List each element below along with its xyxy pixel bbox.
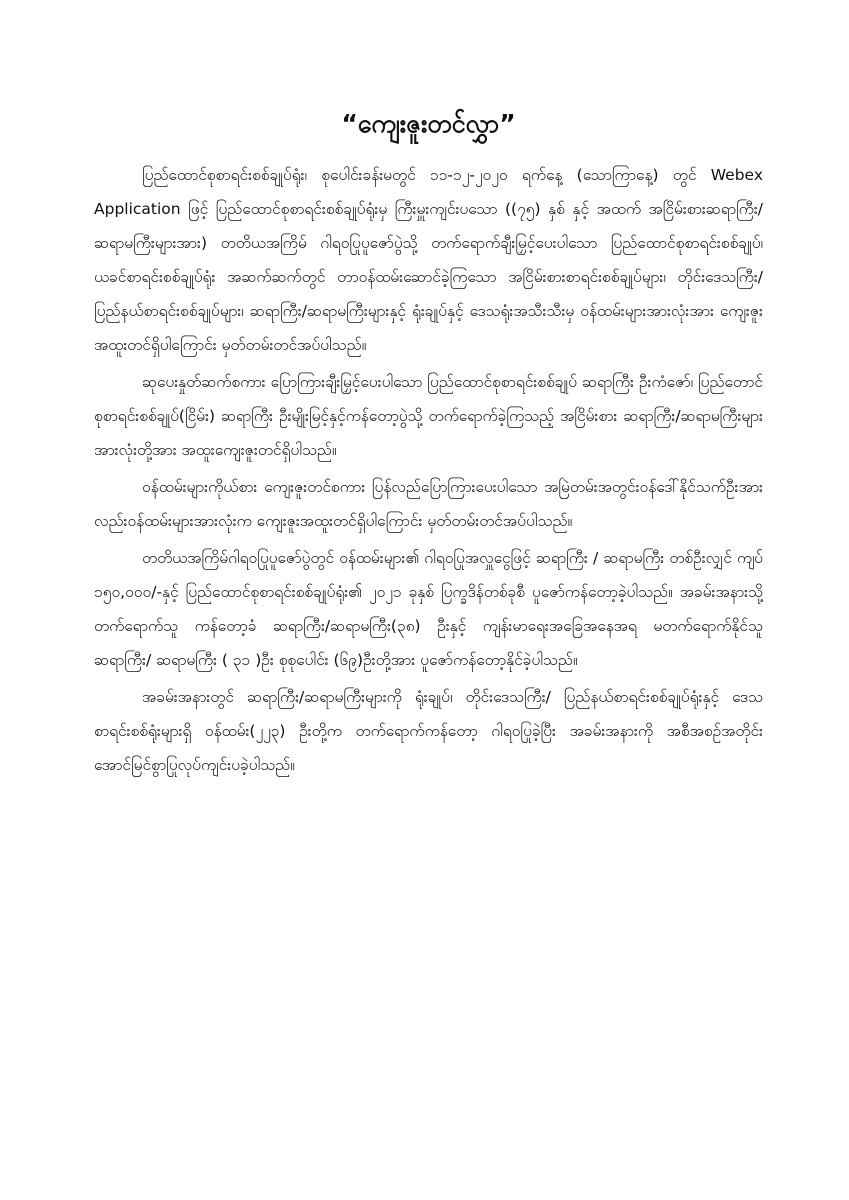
paragraph-1: ပြည်ထောင်စုစာရင်းစစ်ချုပ်ရုံး၊ စုပေါင်းခန်းမတွင် ၁၁-၁၂-၂၀၂၀ ရက်နေ့ (သောကြာနေ့) တွင် Webex Application ဖြင့် ပြည်ထောင်စုစာရင်းစစ်ချုပ်ရုံးမှ ကြီးမှူးကျင်းပသော ((၇၅) နှစ် နှင့် အထက် အငြိမ်းစားဆရာကြီး/ဆရာမကြီးများအား) တတိယအကြိမ် ဂါရဝပြုပူဇော်ပွဲသို့ တက်ရောက်ချီးမြှင့်ပေးပါသော ပြည်ထောင်စုစာရင်းစစ်ချုပ်၊ ယခင်စာရင်းစစ်ချုပ်ရုံး အဆက်ဆက်တွင် တာဝန်ထမ်းဆောင်ခဲ့ကြသော အငြိမ်းစားစာရင်းစစ်ချုပ်များ၊ တိုင်းဒေသကြီး/ပြည်နယ်စာရင်းစစ်ချုပ်များ၊ ဆရာကြီး/ဆရာမကြီးများနှင့် ရုံးချုပ်နှင့် ဒေသရုံးအသီးသီးမှ ဝန်ထမ်းများအားလုံးအား ကျေးဇူးအထူးတင်ရှိပါကြောင်း မှတ်တမ်းတင်အပ်ပါသည်။ [94,166,763,354]
paragraph-4: တတိယအကြိမ်ဂါရဝပြုပူဇော်ပွဲတွင် ဝန်ထမ်းများ၏ ဂါရဝပြုအလှူငွေဖြင့် ဆရာကြီး / ဆရာမကြီး တစ်ဦးလျှင် ကျပ် ၁၅၀,၀၀၀/-နှင့် ပြည်ထောင်စုစာရင်းစစ်ချုပ်ရုံး၏ ၂၀၂၁ ခုနှစ် ပြက္ခဒိန်တစ်ခုစီ ပူဇော်ကန်တော့ခဲ့ပါသည်။ အခမ်းအနားသို့တက်ရောက်သူ ကန်တော့ခံ ဆရာကြီး/ဆရာမကြီး(၃၈) ဦးနှင့် ကျန်းမာရေးအခြေအနေအရ မတက်ရောက်နိုင်သူ ဆရာကြီး/ ဆရာမကြီး ( ၃၁ )ဦး စုစုပေါင်း (၆၉)ဦးတို့အား ပူဇော်ကန်တော့နိုင်ခဲ့ပါသည်။ [94,549,763,669]
paragraph-5: အခမ်းအနားတွင် ဆရာကြီး/ဆရာမကြီးများကို ရုံးချုပ်၊ တိုင်းဒေသကြီး/ ပြည်နယ်စာရင်းစစ်ချုပ်ရုံးနှင့် ဒေသစာရင်းစစ်ရုံးများရှိ ဝန်ထမ်း(၂၂၃) ဦးတို့က တက်ရောက်ကန်တော့ ဂါရဝပြုခဲ့ပြီး အခမ်းအနားကို အစီအစဉ်အတိုင်း အောင်မြင်စွာပြုလုပ်ကျင်းပခဲ့ပါသည်။ [94,688,763,774]
document-title: “ကျေးဇူးတင်လွှာ” [341,109,516,138]
paragraph-3: ဝန်ထမ်းများကိုယ်စား ကျေးဇူးတင်စကား ပြန်လည်ပြောကြားပေးပါသော အမြဲတမ်းအတွင်းဝန်ဒေါ်နိုင်သက်ဦးအားလည်းဝန်ထမ်းများအားလုံးက ကျေးဇူးအထူးတင်ရှိပါကြောင်း မှတ်တမ်းတင်အပ်ပါသည်။ [94,478,763,530]
paragraph-2: ဆုပေးနှုတ်ဆက်စကား ပြောကြားချီးမြှင့်ပေးပါသော ပြည်ထောင်စုစာရင်းစစ်ချုပ် ဆရာကြီး ဦးကံဇော်၊ ပြည်တောင်စုစာရင်းစစ်ချုပ်(ငြိမ်း) ဆရာကြီး ဦးမျိုးမြင့်နှင့်ကန်တော့ပွဲသို့ တက်ရောက်ခဲ့ကြသည့် အငြိမ်းစား ဆရာကြီး/ဆရာမကြီးများအားလုံးတို့အား အထူးကျေးဇူးတင်ရှိပါသည်။ [94,373,763,459]
